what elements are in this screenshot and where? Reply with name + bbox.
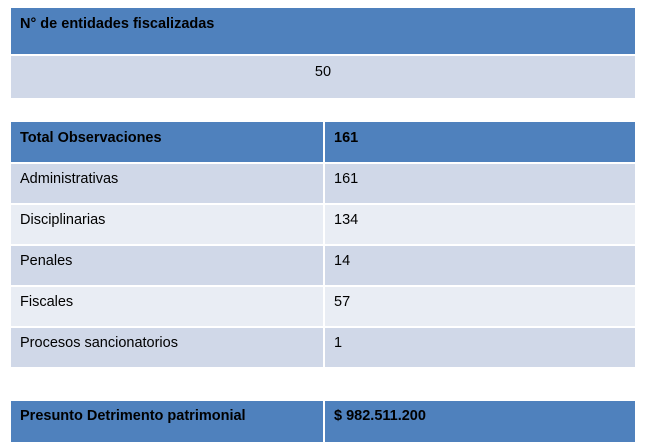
row-label-disciplinarias: Disciplinarias: [10, 204, 324, 245]
table-row: [10, 286, 636, 327]
row-value-disciplinarias: 134: [324, 204, 636, 245]
detrimento-row: [10, 400, 636, 443]
table-row: [10, 204, 636, 245]
row-value-procesos: 1: [324, 327, 636, 368]
row-label-penales: Penales: [10, 245, 324, 286]
observaciones-table: [9, 120, 637, 369]
entidades-table: [9, 6, 637, 100]
row-label-procesos: Procesos sancionatorios: [10, 327, 324, 368]
detrimento-table: [9, 399, 637, 444]
row-value-penales: 14: [324, 245, 636, 286]
row-label-administrativas: Administrativas: [10, 163, 324, 204]
row-value-fiscales: 57: [324, 286, 636, 327]
observaciones-header-value: 161: [324, 121, 636, 163]
entidades-value: 50: [10, 55, 636, 99]
entidades-value-row: [10, 55, 636, 99]
entidades-header-row: [10, 7, 636, 55]
observaciones-header-label: Total Observaciones: [10, 121, 324, 163]
table-row: [10, 163, 636, 204]
table-row: [10, 245, 636, 286]
detrimento-value: $ 982.511.200: [324, 400, 636, 443]
row-value-administrativas: 161: [324, 163, 636, 204]
entidades-header: N° de entidades fiscalizadas: [10, 7, 636, 55]
table-row: [10, 327, 636, 368]
observaciones-header-row: [10, 121, 636, 163]
row-label-fiscales: Fiscales: [10, 286, 324, 327]
detrimento-label: Presunto Detrimento patrimonial: [10, 400, 324, 443]
